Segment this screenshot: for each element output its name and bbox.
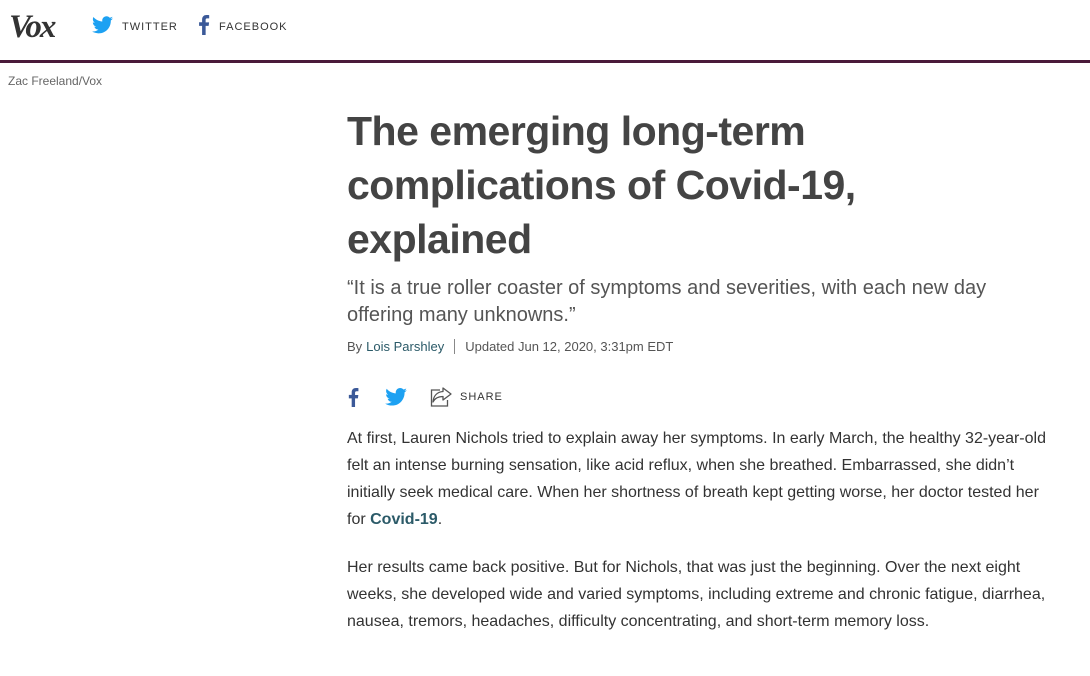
byline-divider <box>454 339 455 354</box>
share-twitter-button[interactable] <box>385 388 407 406</box>
share-label[interactable]: SHARE <box>460 391 503 403</box>
author-link[interactable]: Lois Parshley <box>366 339 445 354</box>
facebook-f-icon <box>348 388 359 407</box>
article-paragraph-2: Her results came back positive. But for Nichols, that was just the beginning. Over the next eight weeks, she developed wide and varied symptoms, including extreme and chronic fatigue, diarrhea, nausea, tremors, headaches, difficulty concentrating, and short-term memory loss. <box>347 559 1046 630</box>
facebook-label: FACEBOOK <box>219 21 288 33</box>
share-facebook-button[interactable] <box>348 388 359 407</box>
article-headline: The emerging long-term complications of Covid-19, explained <box>347 108 856 262</box>
twitter-label: TWITTER <box>122 21 178 33</box>
facebook-f-icon <box>198 15 210 40</box>
photo-credit: Zac Freeland/Vox <box>8 74 103 88</box>
twitter-follow-link[interactable] <box>92 16 178 38</box>
byline-prefix: By <box>347 339 363 354</box>
vox-logo[interactable]: Vox <box>9 9 55 45</box>
updated-timestamp: Updated Jun 12, 2020, 3:31pm EDT <box>465 339 674 354</box>
share-icon <box>430 387 452 407</box>
byline <box>347 339 673 354</box>
covid-19-link[interactable]: Covid-19 <box>370 511 438 528</box>
share-bar <box>347 385 503 409</box>
site-header <box>0 0 1090 60</box>
share-button[interactable] <box>430 387 452 407</box>
facebook-follow-link[interactable] <box>198 16 288 38</box>
article-dek: “It is a true roller coaster of symptoms and severities, with each new day offering many unknowns.” <box>347 277 987 326</box>
twitter-bird-icon <box>385 388 407 406</box>
twitter-bird-icon <box>92 16 113 39</box>
paragraph-1-end: . <box>437 511 443 528</box>
article-paragraph-1 <box>347 425 1057 533</box>
paragraph-1-text: At first, Lauren Nichols tried to explain away her symptoms. In early March, the healthy 32-year-old felt an intense burning sensation, like acid reflux, when she breathed. Embarrassed, she didn’t initially seek medical care. When her shortness of breath kept getting worse, her doctor tested her for <box>347 430 1046 528</box>
header-divider <box>0 60 1090 63</box>
